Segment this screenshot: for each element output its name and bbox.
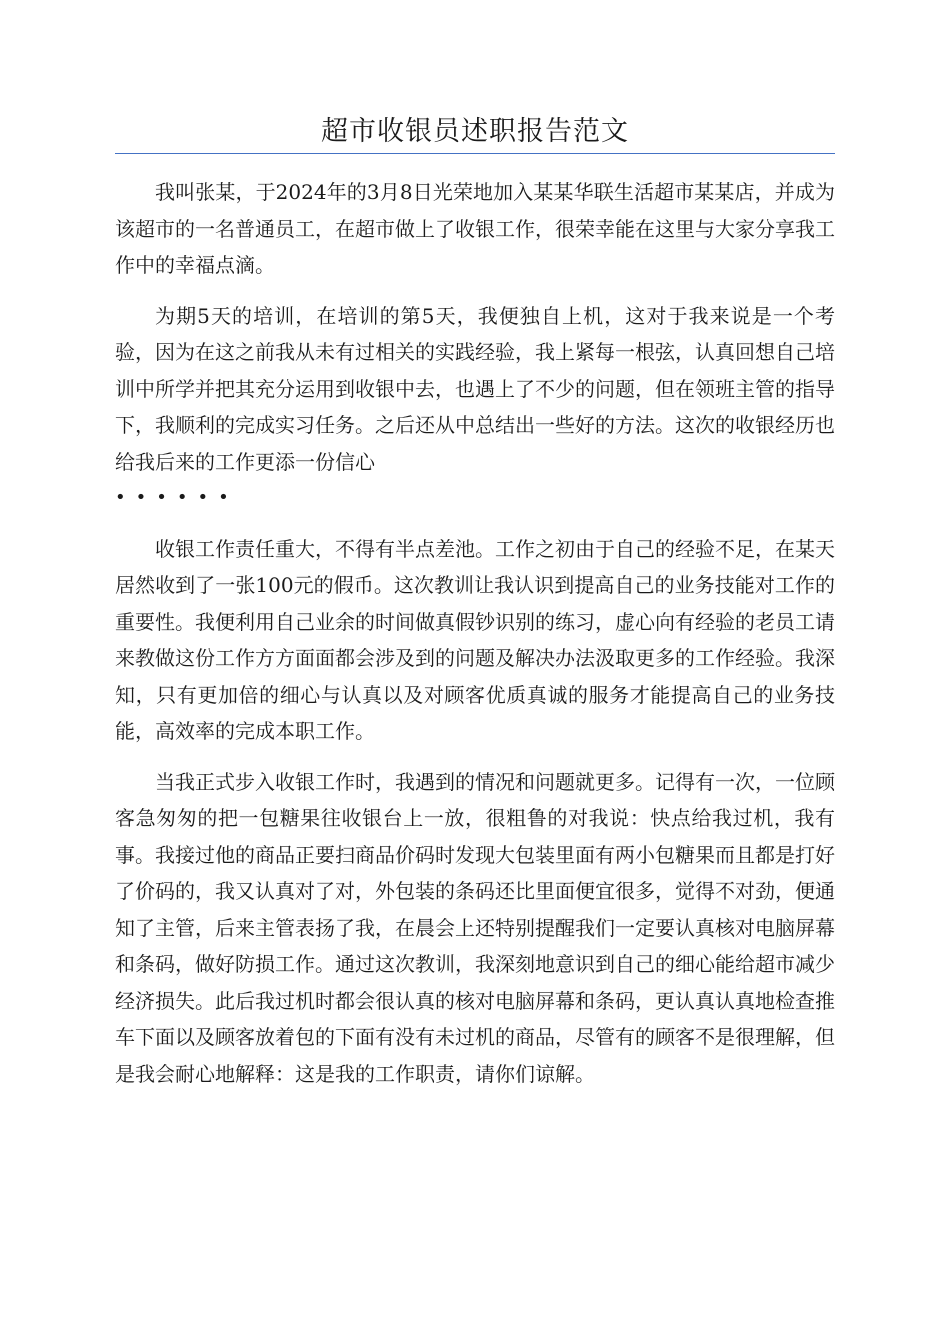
paragraph-2-text: 为期5天的培训，在培训的第5天，我便独自上机，这对于我来说是一个考验，因为在这之前我从未有过相关的实践经验，我上紧每一根弦，认真回想自己培训中所学并把其充分运用到收银中去，也遇上了不少的问题，但在领班主管的指导下，我顺利的完成实习任务。之后还从中总结出一些好的方法。这次的收银经历也给我后来的工作更添一份信心 [115, 303, 835, 474]
paragraph-3: 收银工作责任重大，不得有半点差池。工作之初由于自己的经验不足，在某天居然收到了一张100元的假币。这次教训让我认识到提高自己的业务技能对工作的重要性。我便利用自己业余的时间做真假钞识别的练习，虚心向有经验的老员工请来教做这份工作方方面面都会涉及到的问题及解决办法汲取更多的工作经验。我深知，只有更加倍的细心与认真以及对顾客优质真诚的服务才能提高自己的业务技能，高效率的完成本职工作。 [115, 536, 835, 743]
document-title: 超市收银员述职报告范文 [321, 116, 629, 147]
document-body [115, 174, 835, 1106]
paragraph-1: 我叫张某，于2024年的3月8日光荣地加入某某华联生活超市某某店，并成为该超市的一名普通员工，在超市做上了收银工作，很荣幸能在这里与大家分享我工作中的幸福点滴。 [115, 180, 835, 277]
paragraph-2 [115, 298, 835, 517]
ellipsis-dots: •••••• [115, 487, 239, 508]
paragraph-4: 当我正式步入收银工作时，我遇到的情况和问题就更多。记得有一次，一位顾客急匆匆的把一包糖果往收银台上一放，很粗鲁的对我说：快点给我过机，我有事。我接过他的商品正要扫商品价码时发现大包装里面有两小包糖果而且都是打好了价码的，我又认真对了对，外包装的条码还比里面便宜很多，觉得不对劲，便通知了主管，后来主管表扬了我，在晨会上还特别提醒我们一定要认真核对电脑屏幕和条码，做好防损工作。通过这次教训，我深刻地意识到自己的细心能给超市减少经济损失。此后我过机时都会很认真的核对电脑屏幕和条码，更认真认真地检查推车下面以及顾客放着包的下面有没有未过机的商品，尽管有的顾客不是很理解，但是我会耐心地解释：这是我的工作职责，请你们谅解。 [115, 769, 835, 1086]
title-underline [115, 153, 835, 154]
